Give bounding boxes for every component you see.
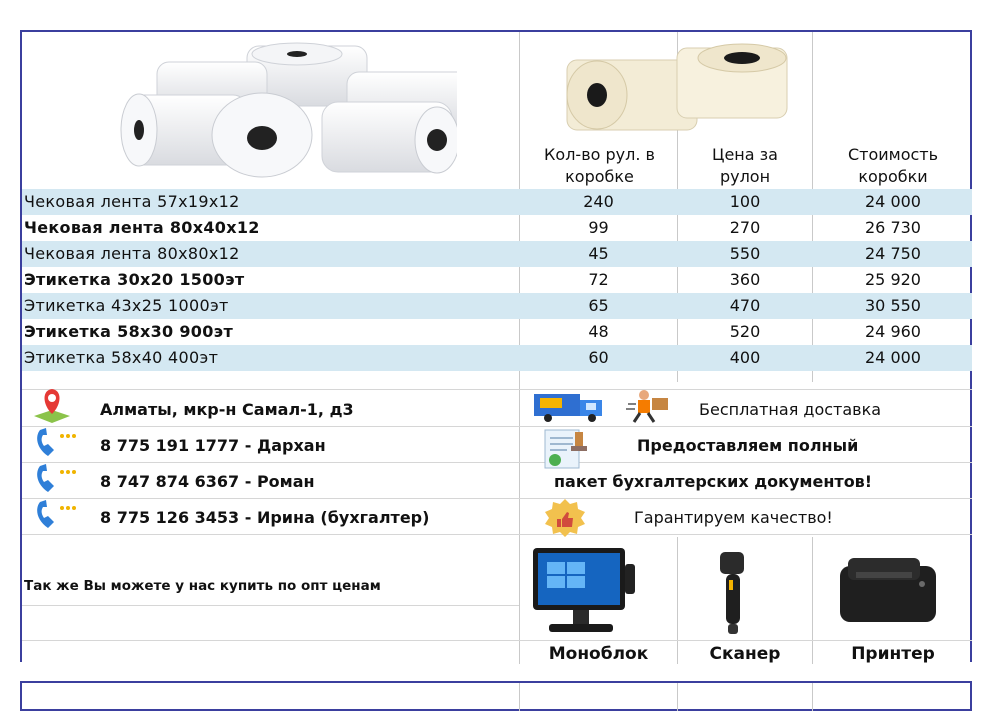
row-divider bbox=[22, 605, 519, 606]
location-pin-icon bbox=[30, 386, 74, 424]
item-price: 550 bbox=[729, 244, 761, 263]
product-label-monoblock: Моноблок bbox=[548, 644, 649, 664]
table-row bbox=[22, 293, 972, 319]
item-cost: 24 750 bbox=[865, 244, 921, 263]
item-qty: 240 bbox=[583, 192, 614, 211]
item-qty: 65 bbox=[588, 296, 609, 315]
table-row bbox=[22, 215, 972, 241]
item-cost: 24 960 bbox=[865, 322, 921, 341]
product-label-printer: Принтер bbox=[851, 644, 935, 664]
item-name: Этикетка 58х30 900эт bbox=[24, 322, 234, 341]
phone-text: 8 747 874 6367 - Роман bbox=[100, 472, 315, 491]
table-row bbox=[22, 267, 972, 293]
courier-icon bbox=[626, 388, 676, 424]
header-qty: Кол-во рул. в коробке bbox=[544, 145, 655, 186]
item-qty: 72 bbox=[588, 270, 609, 289]
item-cost: 26 730 bbox=[865, 218, 921, 237]
phone-text: 8 775 191 1777 - Дархан bbox=[100, 436, 326, 455]
address-text: Алматы, мкр-н Самал-1, д3 bbox=[100, 400, 354, 419]
paper-rolls-image bbox=[97, 40, 457, 180]
thumbs-up-icon bbox=[540, 497, 590, 537]
table-row bbox=[22, 319, 972, 345]
row-divider bbox=[22, 426, 972, 427]
promo-text: Так же Вы можете у нас купить по опт ценам bbox=[24, 578, 381, 594]
delivery-text: Бесплатная доставка bbox=[699, 400, 882, 419]
item-name: Чековая лента 80х40х12 bbox=[24, 218, 260, 237]
header-price: Цена за рулон bbox=[712, 145, 778, 186]
next-page-fragment bbox=[20, 681, 972, 711]
quality-text: Гарантируем качество! bbox=[634, 508, 833, 527]
label-rolls-image bbox=[557, 40, 797, 140]
docs-text-line1: Предоставляем полный bbox=[637, 436, 859, 455]
item-name: Этикетка 58х40 400эт bbox=[24, 348, 219, 367]
phone-icon bbox=[32, 426, 78, 460]
item-cost: 30 550 bbox=[865, 296, 921, 315]
monoblock-image bbox=[527, 544, 645, 638]
item-price: 100 bbox=[729, 192, 761, 211]
row-divider bbox=[22, 498, 972, 499]
item-price: 360 bbox=[729, 270, 761, 289]
item-cost: 24 000 bbox=[865, 192, 921, 211]
item-price: 520 bbox=[729, 322, 761, 341]
item-name: Чековая лента 57х19х12 bbox=[24, 192, 240, 211]
product-label-scanner: Сканер bbox=[709, 644, 781, 664]
item-price: 470 bbox=[729, 296, 761, 315]
item-cost: 25 920 bbox=[865, 270, 921, 289]
row-divider bbox=[22, 389, 972, 390]
item-price: 400 bbox=[729, 348, 761, 367]
item-qty: 60 bbox=[588, 348, 609, 367]
price-sheet bbox=[20, 30, 972, 662]
item-cost: 24 000 bbox=[865, 348, 921, 367]
header-cost: Стоимость коробки bbox=[847, 145, 939, 186]
scanner-image bbox=[712, 548, 772, 638]
row-divider bbox=[22, 462, 972, 463]
docs-text-line2: пакет бухгалтерских документов! bbox=[554, 472, 873, 491]
phone-text: 8 775 126 3453 - Ирина (бухгалтер) bbox=[100, 508, 430, 527]
phone-icon bbox=[32, 498, 78, 532]
item-name: Этикетка 30х20 1500эт bbox=[24, 270, 245, 289]
row-divider bbox=[22, 640, 972, 641]
row-divider bbox=[22, 534, 972, 535]
document-icon bbox=[537, 428, 597, 472]
item-qty: 48 bbox=[588, 322, 609, 341]
column-divider bbox=[677, 683, 678, 711]
printer-image bbox=[834, 552, 944, 632]
column-divider bbox=[812, 683, 813, 711]
item-qty: 45 bbox=[588, 244, 609, 263]
item-qty: 99 bbox=[588, 218, 609, 237]
delivery-truck-icon bbox=[532, 390, 610, 424]
table-row bbox=[22, 345, 972, 371]
phone-icon bbox=[32, 462, 78, 496]
item-price: 270 bbox=[729, 218, 761, 237]
table-row bbox=[22, 189, 972, 215]
table-row bbox=[22, 241, 972, 267]
column-divider bbox=[519, 683, 520, 711]
item-name: Этикетка 43х25 1000эт bbox=[24, 296, 229, 315]
item-name: Чековая лента 80х80х12 bbox=[24, 244, 240, 263]
